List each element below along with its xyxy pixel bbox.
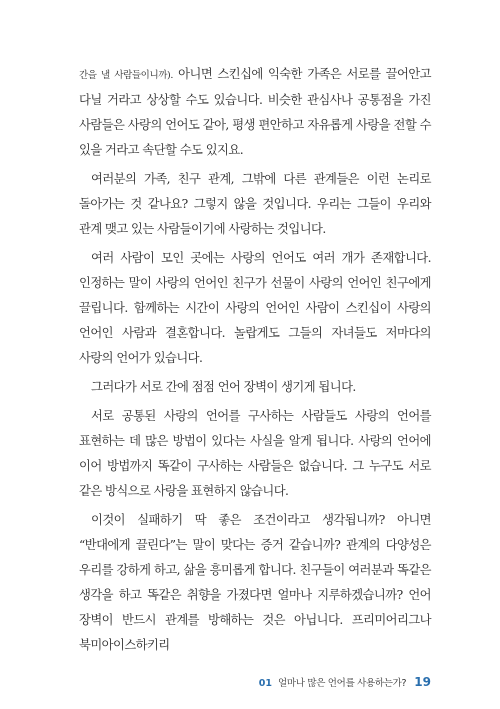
chapter-number: 01 — [258, 678, 272, 689]
paragraph-6: 이것이 실패하기 딱 좋은 조건이라고 생각됩니까? 아니면 “반대에게 끌린다”는 말이 맞다는 증거 같습니까? 관계의 다양성은 우리를 강하게 하고, 삶을 흥미롭게 합니다. 친구들이 여러분과 똑같은 생각을 하고 똑같은 취향을 가졌다면 얼마나 지루하겠습니까? 언어 장벽이 반드시 관계를 방해하는 것은 아닙니다. 프리미어리그나 북미아이스하키리 — [79, 513, 431, 652]
paragraph-2: 여러분의 가족, 친구 관계, 그밖에 다른 관계들은 이런 논리로 돌아가는 것 같나요? 그렇지 않을 것입니다. 우리는 그들이 우리와 관계 맺고 있는 사람들이기에 사랑하는 것입니다. — [79, 172, 431, 236]
paragraph-1-text: 아니면 스킨십에 익숙한 가족은 서로를 끌어안고 다닐 거라고 상상할 수도 있습니다. 비슷한 관심사나 공통점을 가진 사람들은 사랑의 언어도 같아, 평생 편안하고 자유롭게 사랑을 전할 수 있을 거라고 속단할 수도 있지요. — [79, 67, 431, 157]
page-body — [79, 62, 431, 658]
page-footer — [259, 675, 431, 689]
page-number: 19 — [414, 675, 431, 689]
chapter-title: 얼마나 많은 언어를 사용하는가? — [277, 678, 407, 689]
paragraph-5: 서로 공통된 사랑의 언어를 구사하는 사람들도 사랑의 언어를 표현하는 데 많은 방법이 있다는 사실을 알게 됩니다. 사랑의 언어에 이어 방법까지 똑같이 구사하는 사람들은 없습니다. 그 누구도 서로 같은 방식으로 사랑을 표현하지 않습니다. — [79, 409, 431, 498]
paragraph-1-aside: 간을 낼 사람들이니까). — [79, 70, 173, 81]
paragraph-1 — [79, 62, 431, 163]
paragraph-4: 그러다가 서로 간에 점점 언어 장벽이 생기게 됩니다. — [91, 380, 356, 394]
paragraph-3: 여러 사람이 모인 곳에는 사랑의 언어도 여러 개가 존재합니다. 인정하는 말이 사랑의 언어인 친구가 선물이 사랑의 언어인 친구에게 끌립니다. 함께하는 시간이 사랑의 언어인 사람이 스킨십이 사랑의 언어인 사람과 결혼합니다. 놀랍게도 그들의 자녀들도 저마다의 사랑의 언어가 있습니다. — [79, 251, 431, 365]
